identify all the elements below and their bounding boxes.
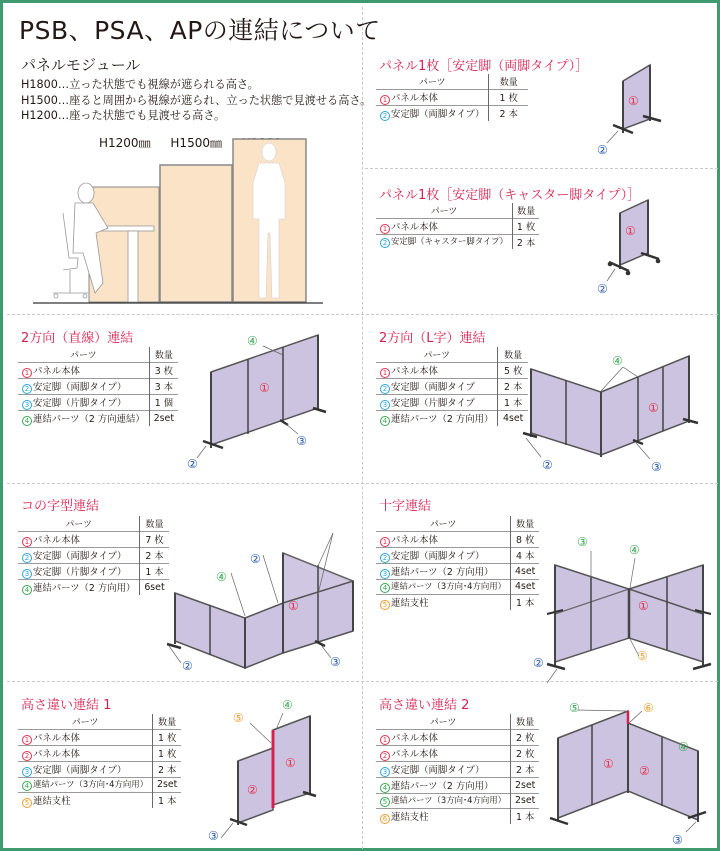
table-row: 1 パネル本体 1 枚 (18, 729, 181, 745)
height-label-1200: H1200㎜ (99, 136, 151, 150)
callout-1: ① (288, 599, 299, 613)
callout-2: ② (639, 764, 650, 778)
table-row: 2 安定脚（両脚タイプ） 4 本 (376, 547, 539, 563)
callout-2: ② (187, 457, 198, 471)
table-row: 1 パネル本体 5 枚 (376, 362, 528, 378)
number-1-icon: 1 (380, 368, 390, 378)
number-4-icon: 4 (22, 416, 32, 426)
parts-table-height-diff-1: パーツ 数量 1 パネル本体 1 枚 2 パネル本体 1 枚 3 安定脚（両脚タイプ） 2 本 4 連結パーツ（3方向･4方向用） 2set 5 連結支柱 1 本 (18, 714, 181, 808)
number-2-icon: 2 (380, 751, 390, 761)
table-row: 4 連結パーツ（2 方向用） 2set (376, 777, 539, 793)
number-4-icon: 4 (380, 583, 390, 593)
table-row: 4 連結パーツ（2 方向連結） 2set (18, 410, 178, 426)
number-5-icon: 5 (380, 600, 390, 610)
table-row: 2 パネル本体 2 枚 (376, 745, 539, 761)
vertical-divider (362, 7, 363, 849)
table-row: 3 安定脚（片脚タイプ） 1 本 (18, 563, 169, 579)
callout-4: ④ (247, 334, 258, 348)
number-3-icon: 3 (22, 400, 32, 410)
callout-2: ② (542, 458, 553, 472)
number-2-icon: 2 (380, 111, 390, 121)
number-1-icon: 1 (380, 735, 390, 745)
table-row: 4 連結パーツ（3方向･4方向用） 4set (376, 579, 539, 594)
callout-3: ③ (672, 833, 683, 847)
table-row: 1 パネル本体 3 枚 (18, 362, 178, 378)
callout-4: ④ (612, 354, 623, 368)
section-title-height-diff-2: 高さ違い連結 2 (379, 698, 470, 713)
diagram-height-diff-2 (548, 698, 718, 848)
horizontal-divider (7, 483, 718, 484)
section-title-single-double-leg: パネル1枚［安定脚（両脚タイプ）］ (379, 59, 589, 74)
table-row: 3 安定脚（両脚タイプ） 2 本 (18, 761, 181, 777)
number-2-icon: 2 (22, 553, 32, 563)
number-1-icon: 1 (22, 537, 32, 547)
callout-1: ① (603, 757, 614, 771)
callout-4: ④ (282, 698, 293, 712)
horizontal-divider (365, 168, 718, 169)
callout-1: ① (638, 599, 649, 613)
callout-2: ② (182, 659, 193, 673)
callout-1: ① (259, 381, 270, 395)
number-2-icon: 2 (22, 751, 32, 761)
callout-4: ④ (678, 740, 689, 754)
diagram-l-shape (523, 353, 718, 473)
horizontal-divider (7, 681, 718, 682)
callout-2-top: ② (250, 552, 261, 566)
section-title-single-caster: パネル1枚［安定脚（キャスター脚タイプ）］ (379, 188, 641, 203)
number-3-icon: 3 (22, 569, 32, 579)
number-1-icon: 1 (380, 224, 390, 234)
callout-3: ③ (330, 655, 341, 669)
number-4-icon: 4 (380, 416, 390, 426)
table-row: 1 パネル本体 8 枚 (376, 531, 539, 547)
parts-table-cross: パーツ 数量 1 パネル本体 8 枚 2 安定脚（両脚タイプ） 4 本 3 連結パーツ（2 方向用） 4set 4 連結パーツ（3方向･4方向用） 4set 5 連結支柱 1 本 (376, 516, 539, 610)
diagram-u-shape (163, 528, 358, 673)
callout-1: ① (648, 401, 659, 415)
number-3-icon: 3 (380, 400, 390, 410)
number-4-icon: 4 (22, 781, 32, 791)
table-row: 3 安定脚（両脚タイプ） 2 本 (376, 761, 539, 777)
number-3-icon: 3 (22, 767, 32, 777)
table-row: 2 安定脚（両脚タイプ） 2 本 (18, 547, 169, 563)
table-row: 2 安定脚（キャスター脚タイプ） 2 本 (376, 234, 539, 249)
diagram-height-diff-1 (203, 693, 328, 843)
parts-table-l-shape: パーツ 数量 1 パネル本体 5 枚 2 安定脚（両脚タイプ 2 本 3 安定脚（片脚タイプ 1 本 4 連結パーツ（2 方向用） 4set (376, 347, 528, 426)
table-row: 2 パネル本体 1 枚 (18, 745, 181, 761)
module-height-illustration (33, 153, 323, 308)
diagram-cross (543, 535, 713, 673)
number-3-icon: 3 (380, 569, 390, 579)
callout-2: ② (247, 783, 258, 797)
table-row: 2 安定脚（両脚タイプ） 3 本 (18, 378, 178, 394)
table-row: 4 連結パーツ（2 方向用） 4set (376, 410, 528, 426)
number-4-icon: 4 (380, 783, 390, 793)
parts-table-height-diff-2: パーツ 数量 1 パネル本体 2 枚 2 パネル本体 2 枚 3 安定脚（両脚タイプ） 2 本 4 連結パーツ（2 方向用） 2set 5 連結パーツ（3方向･4方向用） 2set 6 連結支柱 1 本 (376, 714, 539, 824)
diagram-single-double-leg (593, 53, 713, 158)
table-row: 5 連結支柱 1 本 (376, 594, 539, 610)
callout-6: ⑥ (643, 701, 654, 715)
diagram-straight (183, 328, 333, 471)
table-row: 4 連結パーツ（3方向･4方向用） 2set (18, 777, 181, 792)
number-1-icon: 1 (380, 537, 390, 547)
parts-table-single-double-leg: パーツ 数量 1 パネル本体 1 枚 2 安定脚（両脚タイプ） 2 本 (376, 74, 528, 121)
callout-4: ④ (216, 570, 227, 584)
table-row: 5 連結支柱 1 本 (18, 792, 181, 808)
callout-1: ① (628, 94, 639, 108)
number-5-icon: 5 (380, 797, 390, 807)
section-title-cross: 十字連結 (379, 499, 432, 514)
callout-3: ③ (296, 434, 307, 448)
callout-2: ② (597, 143, 608, 157)
cross-callout-2 (531, 653, 551, 671)
table-row: 5 連結パーツ（3方向･4方向用） 2set (376, 793, 539, 808)
table-row: 6 連結支柱 1 本 (376, 808, 539, 824)
callout-2: ② (597, 282, 608, 296)
section-title-u-shape: コの字型連結 (21, 499, 100, 514)
desc-line-h1200: H1200…座った状態でも見渡せる高さ。 (21, 109, 226, 122)
number-2-icon: 2 (22, 384, 32, 394)
number-1-icon: 1 (380, 95, 390, 105)
page-title: PSB、PSA、APの連結について (19, 16, 381, 45)
number-3-icon: 3 (380, 767, 390, 777)
callout-5: ⑤ (569, 701, 580, 715)
table-row: 4 連結パーツ（2 方向用） 6set (18, 579, 169, 595)
module-heading: パネルモジュール (21, 56, 141, 74)
height-label-1500: H1500㎜ (170, 136, 222, 150)
table-row: 1 パネル本体 1 枚 (376, 218, 539, 234)
horizontal-divider (7, 314, 718, 315)
number-1-icon: 1 (22, 735, 32, 745)
callout-5: ⑤ (233, 711, 244, 725)
number-4-icon: 4 (22, 585, 32, 595)
parts-table-single-caster: パーツ 数量 1 パネル本体 1 枚 2 安定脚（キャスター脚タイプ） 2 本 (376, 203, 539, 249)
number-1-icon: 1 (22, 368, 32, 378)
number-5-icon: 5 (22, 798, 32, 808)
section-title-height-diff-1: 高さ違い連結 1 (21, 698, 112, 713)
table-row: 1 パネル本体 2 枚 (376, 729, 539, 745)
number-2-icon: 2 (380, 238, 390, 248)
callout-1: ① (285, 756, 296, 770)
table-row: 3 安定脚（片脚タイプ） 1 個 (18, 394, 178, 410)
parts-table-straight: パーツ 数量 1 パネル本体 3 枚 2 安定脚（両脚タイプ） 3 本 3 安定脚（片脚タイプ） 1 個 4 連結パーツ（2 方向連結） 2set (18, 347, 178, 426)
number-2-icon: 2 (380, 384, 390, 394)
table-row: 1 パネル本体 1 枚 (376, 89, 528, 105)
svg-text:②: ② (533, 656, 544, 670)
module-description (21, 77, 371, 124)
callout-3: ③ (208, 829, 219, 843)
diagram-single-caster (593, 193, 713, 298)
callout-3: ③ (577, 535, 588, 549)
desc-line-h1500: H1500…座ると周囲から視線が遮られ、立った状態で見渡せる高さ。 (21, 93, 372, 107)
table-row: 2 安定脚（両脚タイプ 2 本 (376, 378, 528, 394)
table-row: 1 パネル本体 7 枚 (18, 531, 169, 547)
number-2-icon: 2 (380, 553, 390, 563)
callout-4: ④ (629, 543, 640, 557)
callout-1: ① (625, 224, 636, 238)
table-row: 2 安定脚（両脚タイプ） 2 本 (376, 105, 528, 121)
section-title-l-shape: 2方向（L字）連結 (379, 331, 486, 346)
callout-5: ⑤ (637, 649, 648, 663)
table-row: 3 安定脚（片脚タイプ 1 本 (376, 394, 528, 410)
desc-line-h1800: H1800…立った状態でも視線が遮られる高さ。 (21, 78, 259, 91)
section-title-straight: 2方向（直線）連結 (21, 331, 134, 346)
table-row: 3 連結パーツ（2 方向用） 4set (376, 563, 539, 579)
parts-table-u-shape: パーツ 数量 1 パネル本体 7 枚 2 安定脚（両脚タイプ） 2 本 3 安定脚（片脚タイプ） 1 本 4 連結パーツ（2 方向用） 6set (18, 516, 169, 595)
callout-3: ③ (651, 460, 662, 474)
number-6-icon: 6 (380, 814, 390, 824)
